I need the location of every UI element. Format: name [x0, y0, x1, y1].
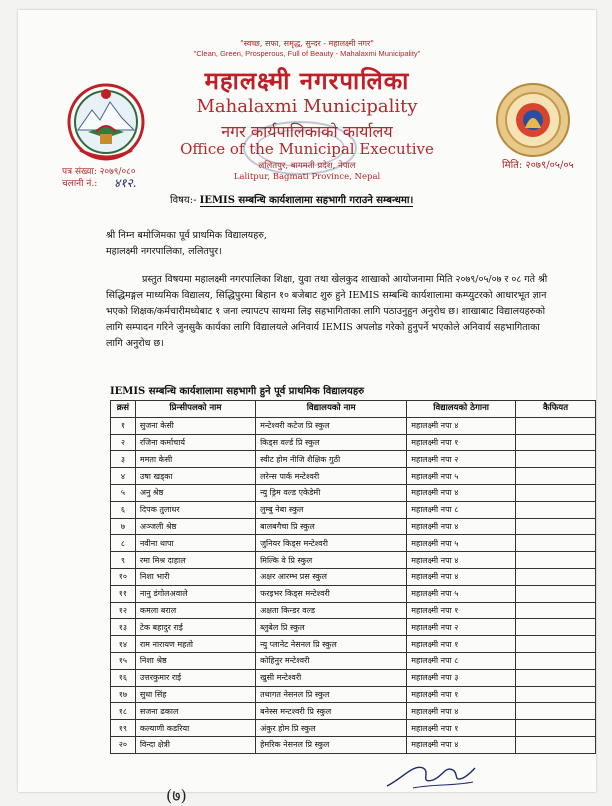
- table-row: [111, 417, 596, 434]
- cell-remarks: [516, 417, 596, 434]
- table-title: IEMIS सम्बन्धि कार्यशालामा सहभागी हुने पूर्व प्राथमिक विद्यालयहरु: [110, 386, 365, 397]
- slogan-english: "Clean, Green, Prosperous, Full of Beauty - Mahalaxmi Municipality": [193, 49, 421, 58]
- table-row: [111, 552, 596, 569]
- table-row: [111, 736, 596, 753]
- cell-remarks: [516, 686, 596, 703]
- cell-remarks: [516, 568, 596, 585]
- cell-remarks: [516, 484, 596, 501]
- cell-serial: ८: [111, 535, 136, 552]
- cell-school: किड्स वर्ल्ड प्रि स्कुल: [256, 434, 407, 451]
- letter-page: [18, 10, 596, 805]
- table-row: [111, 602, 596, 619]
- cell-school: न्यु प्लानेट नेसनल प्रि स्कुल: [256, 636, 407, 653]
- table-row: [111, 669, 596, 686]
- dispatch-number: ४१२.: [114, 176, 137, 190]
- cell-principal: नवीना थापा: [135, 535, 255, 552]
- cell-address: महालक्ष्मी नपा ४: [407, 518, 516, 535]
- table-row: [111, 652, 596, 669]
- municipality-name-nepali: महालक्ष्मी नगरपालिका: [204, 66, 410, 95]
- cell-address: महालक्ष्मी नपा ५: [407, 585, 516, 602]
- cell-address: महालक्ष्मी नपा ४: [407, 568, 516, 585]
- cell-address: महालक्ष्मी नपा ४: [407, 703, 516, 720]
- table-row: [111, 518, 596, 535]
- cell-remarks: [516, 434, 596, 451]
- table-row: [111, 501, 596, 518]
- recipient-line-1: श्री निम्न बमोजिमका पूर्व प्राथमिक विद्यालयहरु,: [106, 230, 267, 241]
- cell-remarks: [516, 552, 596, 569]
- cell-remarks: [516, 736, 596, 753]
- cell-principal: नानु डंगोलअवाले: [135, 585, 255, 602]
- letter-number: पत्र संख्या: २०७९/०८०: [62, 167, 136, 177]
- cell-school: लुम्बु नेबा स्कुल: [256, 501, 407, 518]
- cell-principal: निशा भारी: [135, 568, 255, 585]
- cell-serial: १०: [111, 568, 136, 585]
- cell-principal: ममता केसी: [135, 451, 255, 468]
- subject-text: IEMIS सम्बन्धि कार्यशालामा सहभागी गराउने सम्बन्धमा।: [199, 195, 414, 206]
- cell-school: न्यु ड्रिम वल्ड एकेडेमी: [256, 484, 407, 501]
- subject-label: विषय:-: [170, 195, 197, 206]
- cell-serial: १२: [111, 602, 136, 619]
- office-name-nepali: नगर कार्यपालिकाको कार्यालय: [221, 122, 393, 141]
- letter-date: मिति: २०७९/०५/०५: [502, 160, 574, 171]
- table-row: [111, 434, 596, 451]
- cell-school: लरेन्स पार्क मन्टेश्वरी: [256, 468, 407, 485]
- cell-serial: १४: [111, 636, 136, 653]
- cell-school: फरइभर किड्स मन्टेश्वरी: [256, 585, 407, 602]
- cell-serial: ७: [111, 518, 136, 535]
- cell-principal: कमला बराल: [135, 602, 255, 619]
- cell-school: तथागत नेसनल प्रि स्कुल: [256, 686, 407, 703]
- cell-school: अंकुर होम प्रि स्कुल: [256, 720, 407, 737]
- cell-address: महालक्ष्मी नपा ८: [407, 501, 516, 518]
- office-name-english: Office of the Municipal Executive: [180, 140, 434, 158]
- cell-school: मन्टेश्वरी कटेज प्रि स्कुल: [256, 417, 407, 434]
- cell-school: हेमरिक नेसनल प्रि स्कुल: [256, 736, 407, 753]
- cell-serial: १: [111, 417, 136, 434]
- cell-remarks: [516, 451, 596, 468]
- header-serial: क्रसं: [111, 401, 136, 418]
- cell-serial: ५: [111, 484, 136, 501]
- cell-address: महालक्ष्मी नपा १: [407, 636, 516, 653]
- cell-principal: सजना ढकाल: [135, 703, 255, 720]
- cell-school: कोहिनुर मन्टेश्वरी: [256, 652, 407, 669]
- header-address: विद्यालयको ठेगाना: [407, 401, 516, 418]
- cell-principal: रजिना कर्माचार्य: [135, 434, 255, 451]
- cell-serial: १३: [111, 619, 136, 636]
- cell-address: महालक्ष्मी नपा १: [407, 686, 516, 703]
- schools-table: [110, 400, 596, 754]
- cell-school: बालबगैचा प्रि स्कुल: [256, 518, 407, 535]
- cell-address: महालक्ष्मी नपा ५: [407, 535, 516, 552]
- table-row: [111, 619, 596, 636]
- cell-principal: टेक बहादुर राई: [135, 619, 255, 636]
- cell-address: महालक्ष्मी नपा १: [407, 720, 516, 737]
- cell-school: अक्षर आरम्भ प्रस स्कुल: [256, 568, 407, 585]
- cell-principal: सुजना केसी: [135, 417, 255, 434]
- table-row: [111, 535, 596, 552]
- cell-address: महालक्ष्मी नपा २: [407, 451, 516, 468]
- cell-school: ब्लुबेल प्रि स्कुल: [256, 619, 407, 636]
- cell-principal: अनु श्रेष्ठ: [135, 484, 255, 501]
- cell-remarks: [516, 720, 596, 737]
- table-row: [111, 636, 596, 653]
- cell-principal: अञ्जली श्रेष्ठ: [135, 518, 255, 535]
- cell-principal: उत्तरकुमार राई: [135, 669, 255, 686]
- cell-remarks: [516, 619, 596, 636]
- cell-address: महालक्ष्मी नपा ८: [407, 652, 516, 669]
- cell-serial: १६: [111, 669, 136, 686]
- cell-school: बनेस्स मन्टश्वरी प्रि स्कुल: [256, 703, 407, 720]
- cell-principal: विन्दा क्षेत्री: [135, 736, 255, 753]
- cell-remarks: [516, 535, 596, 552]
- cell-remarks: [516, 585, 596, 602]
- subject-line: [170, 192, 413, 206]
- cell-serial: २०: [111, 736, 136, 753]
- cell-address: महालक्ष्मी नपा २: [407, 619, 516, 636]
- cell-principal: सुधा सिंह: [135, 686, 255, 703]
- cell-serial: १८: [111, 703, 136, 720]
- cell-address: महालक्ष्मी नपा ४: [407, 552, 516, 569]
- cell-school: जुनियर किड्स मन्टेश्वरी: [256, 535, 407, 552]
- cell-serial: ३: [111, 451, 136, 468]
- cell-address: महालक्ष्मी नपा ४: [407, 484, 516, 501]
- cell-principal: निशा श्रेष्ठ: [135, 652, 255, 669]
- cell-remarks: [516, 703, 596, 720]
- table-row: [111, 568, 596, 585]
- cell-school: अक्षता किन्डर वल्ड: [256, 602, 407, 619]
- cell-serial: ४: [111, 468, 136, 485]
- municipality-name-english: Mahalaxmi Municipality: [196, 96, 418, 117]
- cell-principal: दिपक तुलाधर: [135, 501, 255, 518]
- office-stamp-icon: [240, 118, 360, 178]
- header-principal: प्रिन्सीपलको नाम: [135, 401, 255, 418]
- cell-serial: १९: [111, 720, 136, 737]
- cell-serial: ११: [111, 585, 136, 602]
- cell-remarks: [516, 652, 596, 669]
- table-row: [111, 703, 596, 720]
- cell-principal: राम नारायण महतो: [135, 636, 255, 653]
- signature-icon: [383, 758, 478, 792]
- cell-address: महालक्ष्मी नपा ५: [407, 468, 516, 485]
- cell-school: खुसी मन्टेश्वरी: [256, 669, 407, 686]
- header-school: विद्यालयको नाम: [256, 401, 407, 418]
- cell-remarks: [516, 518, 596, 535]
- body-paragraph: प्रस्तुत विषयमा महालक्ष्मी नगरपालिका शिक्षा, युवा तथा खेलकुद शाखाको आयोजनामा मिति २०७९/०५/०७ र ०८ गते श्री सिद्धिमङ्गल माध्यमिक विद्यालय, सिद्धिपुरमा बिहान १० बजेबाट शुरु हुने IEMIS सम्बन्धि कार्यशालामा कम्प्युटरको आधारभूत ज्ञान भएको शिक्षक/कर्मचारीमध्येबाट १ जना ल्यापटप साथमा लिइ सहभागिताका लागि पठाउनुहुन अनुरोध छ। शाखाबाट विद्यालयहरुको लागि सम्पादन गरिने जुनसुकै कार्यका लागि विद्यालयले अनिवार्य IEMIS अपलोड गरेको हुनुपर्ने भएकोले अनिवार्य सहभागिताका लागि अनुरोध छ।: [106, 274, 548, 349]
- table-row: [111, 451, 596, 468]
- cell-address: महालक्ष्मी नपा ४: [407, 736, 516, 753]
- cell-serial: १७: [111, 686, 136, 703]
- cell-address: महालक्ष्मी नपा ४: [407, 417, 516, 434]
- cell-remarks: [516, 501, 596, 518]
- table-row: [111, 468, 596, 485]
- table-row: [111, 585, 596, 602]
- header-remarks: कैफियत: [516, 401, 596, 418]
- table-row: [111, 720, 596, 737]
- recipient-line-2: महालक्ष्मी नगरपालिका, ललितपुर।: [106, 246, 222, 257]
- cell-serial: ९: [111, 552, 136, 569]
- cell-remarks: [516, 602, 596, 619]
- cell-remarks: [516, 468, 596, 485]
- cell-address: महालक्ष्मी नपा १: [407, 434, 516, 451]
- page-mark: (७): [166, 786, 187, 805]
- cell-principal: कल्याणी कडरिया: [135, 720, 255, 737]
- table-row: [111, 686, 596, 703]
- cell-principal: रमा मिश्र दाहाल: [135, 552, 255, 569]
- cell-school: स्वीट होम नीजि शैक्षिक गुठी: [256, 451, 407, 468]
- cell-school: मिल्कि वे प्रि स्कुल: [256, 552, 407, 569]
- table-row: [111, 484, 596, 501]
- cell-serial: १५: [111, 652, 136, 669]
- cell-remarks: [516, 669, 596, 686]
- cell-serial: ६: [111, 501, 136, 518]
- address-nepali: ललितपुर, बागमती प्रदेश, नेपाल: [258, 161, 356, 171]
- cell-address: महालक्ष्मी नपा १: [407, 602, 516, 619]
- table-header-row: [111, 401, 596, 418]
- cell-remarks: [516, 636, 596, 653]
- cell-address: महालक्ष्मी नपा ३: [407, 669, 516, 686]
- address-english: Lalitpur, Bagmati Province, Nepal: [233, 172, 381, 182]
- slogan-nepali: "स्वच्छ, सफा, समृद्ध, सुन्दर - महालक्ष्मी नगर": [240, 39, 374, 48]
- dispatch-label: चलानी नं.:: [62, 179, 98, 189]
- cell-serial: २: [111, 434, 136, 451]
- cell-principal: उषा खड्का: [135, 468, 255, 485]
